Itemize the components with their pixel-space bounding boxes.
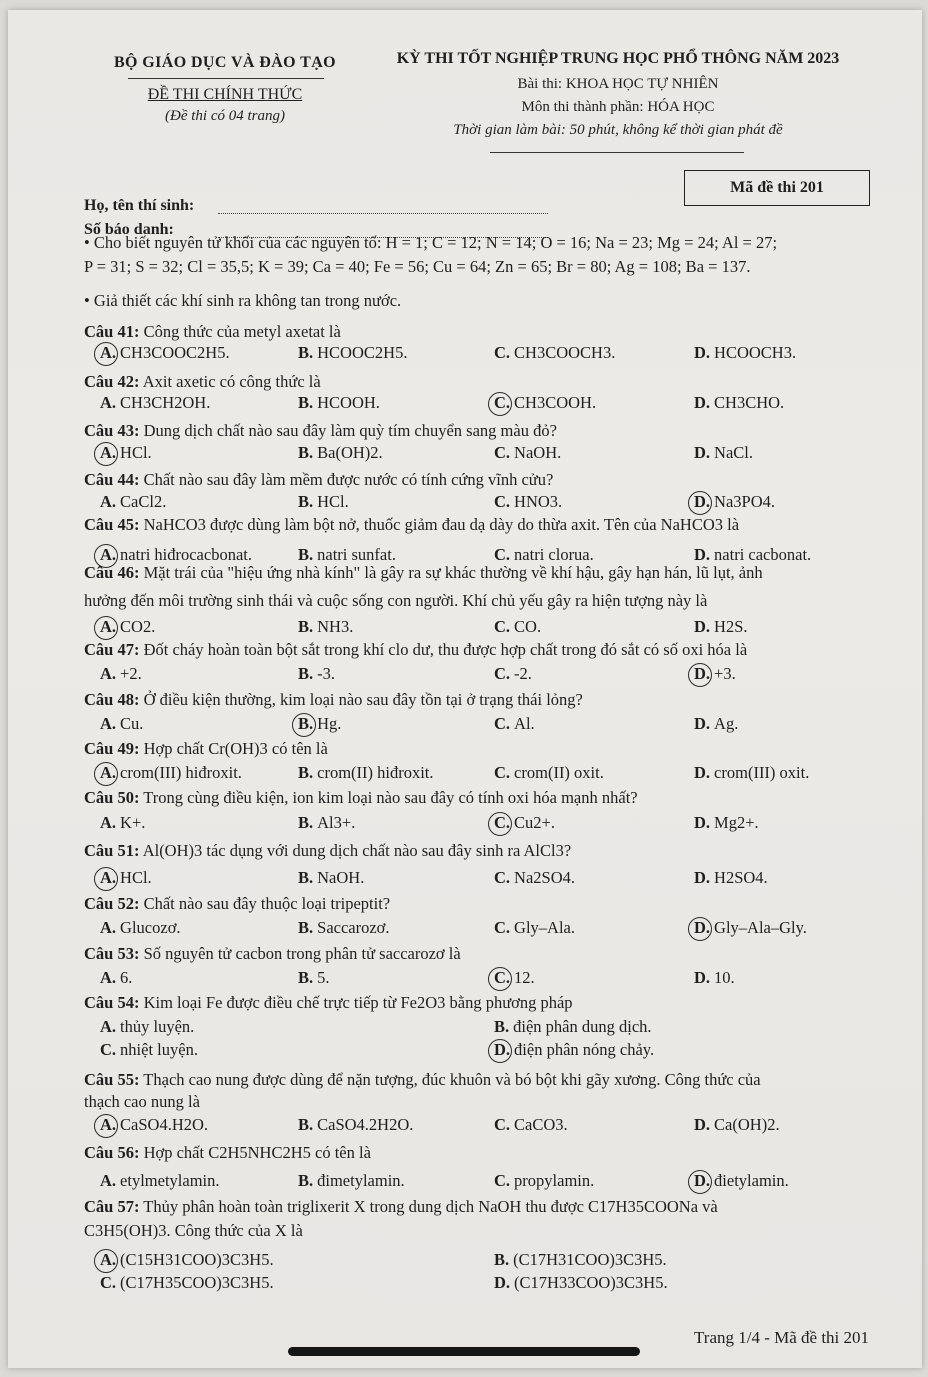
option-text: Ca(OH)2. bbox=[714, 1115, 780, 1134]
answer-option[interactable] bbox=[494, 664, 532, 684]
option-text: -3. bbox=[317, 664, 336, 683]
option-text: Na2SO4. bbox=[514, 868, 576, 887]
header-left bbox=[100, 54, 350, 125]
question-text: Mặt trái của "hiệu ứng nhà kính" là gây ra sự khác thường về khí hậu, gây hạn hán, lũ lụt, ảnh bbox=[143, 563, 763, 582]
answer-option[interactable] bbox=[100, 343, 230, 363]
question-line bbox=[84, 993, 573, 1013]
option-letter: B. bbox=[298, 1115, 314, 1134]
answer-option[interactable] bbox=[494, 443, 561, 463]
answer-option[interactable] bbox=[298, 1171, 405, 1191]
option-letter: A. bbox=[100, 1017, 117, 1036]
answer-option[interactable] bbox=[298, 343, 407, 363]
answer-option[interactable] bbox=[494, 492, 562, 512]
answer-option[interactable] bbox=[494, 1115, 568, 1135]
answer-option[interactable] bbox=[100, 393, 210, 413]
exam-code: Mã đề thi 201 bbox=[730, 179, 824, 196]
option-text: crom(II) hiđroxit. bbox=[317, 763, 434, 782]
option-letter: B. bbox=[298, 443, 314, 462]
question-text: Thủy phân hoàn toàn triglixerit X trong dung dịch NaOH thu được C17H35COONa và bbox=[143, 1197, 718, 1216]
option-letter: C. bbox=[494, 714, 511, 733]
answer-option[interactable] bbox=[494, 617, 541, 637]
question-line bbox=[84, 421, 557, 441]
option-letter: A. bbox=[100, 714, 117, 733]
option-text: đietylamin. bbox=[714, 1171, 789, 1190]
option-letter: C. bbox=[494, 617, 511, 636]
option-letter: C. bbox=[494, 918, 511, 937]
option-letter: B. bbox=[298, 343, 314, 362]
option-text: Al. bbox=[514, 714, 535, 733]
answer-option[interactable] bbox=[298, 393, 380, 413]
question-line bbox=[84, 690, 583, 710]
option-letter: B. bbox=[298, 492, 314, 511]
question-number: Câu 56: bbox=[84, 1143, 140, 1162]
option-letter: B. bbox=[298, 393, 314, 412]
answer-option[interactable] bbox=[100, 1273, 274, 1293]
option-letter: A. bbox=[100, 1115, 117, 1134]
handwritten-answer-circle bbox=[94, 616, 118, 640]
option-text: Gly–Ala. bbox=[514, 918, 575, 937]
option-letter: A. bbox=[100, 545, 117, 564]
question-number: Câu 48: bbox=[84, 690, 140, 709]
answer-option[interactable] bbox=[100, 492, 166, 512]
option-text: crom(II) oxit. bbox=[514, 763, 604, 782]
option-letter: A. bbox=[100, 1171, 117, 1190]
option-text: điện phân nóng chảy. bbox=[514, 1040, 655, 1059]
option-text: Hg. bbox=[317, 714, 342, 733]
answer-option[interactable] bbox=[298, 813, 355, 833]
answer-option[interactable] bbox=[298, 918, 390, 938]
question-text: Chất nào sau đây thuộc loại tripeptit? bbox=[143, 894, 391, 913]
question-number: Câu 52: bbox=[84, 894, 140, 913]
answer-option[interactable] bbox=[694, 545, 811, 565]
candidate-id-label: Số báo danh: bbox=[84, 221, 174, 238]
question-line bbox=[84, 841, 571, 861]
answer-option[interactable] bbox=[694, 714, 738, 734]
answer-option[interactable] bbox=[100, 968, 132, 988]
question-line bbox=[84, 515, 739, 535]
exam-code-box bbox=[684, 170, 870, 206]
question-number: Câu 54: bbox=[84, 993, 140, 1012]
option-letter: A. bbox=[100, 617, 117, 636]
option-text: K+. bbox=[120, 813, 146, 832]
answer-option[interactable] bbox=[100, 1040, 198, 1060]
option-letter: D. bbox=[694, 343, 711, 362]
option-text: CaCl2. bbox=[120, 492, 167, 511]
option-letter: A. bbox=[100, 343, 117, 362]
answer-option[interactable] bbox=[298, 545, 396, 565]
handwritten-answer-circle bbox=[488, 812, 512, 836]
option-letter: C. bbox=[494, 968, 511, 987]
answer-option[interactable] bbox=[298, 664, 335, 684]
answer-option[interactable] bbox=[494, 763, 604, 783]
option-letter: D. bbox=[694, 1115, 711, 1134]
question-number: Câu 49: bbox=[84, 739, 140, 758]
handwritten-answer-circle bbox=[688, 917, 712, 941]
option-text: NH3. bbox=[317, 617, 354, 636]
option-text: CH3COOC2H5. bbox=[120, 343, 230, 362]
question-text-continued: hưởng đến môi trường sinh thái và cuộc sống con người. Khí chủ yếu gây ra hiện tượng này là bbox=[84, 591, 708, 610]
question-line bbox=[84, 563, 763, 583]
option-letter: A. bbox=[100, 868, 117, 887]
handwritten-answer-circle bbox=[488, 392, 512, 416]
exam-title: KỲ THI TỐT NGHIỆP TRUNG HỌC PHỔ THÔNG NĂM 2023 bbox=[396, 50, 840, 67]
answer-option[interactable] bbox=[494, 918, 575, 938]
option-text: CaSO4.2H2O. bbox=[317, 1115, 414, 1134]
option-text: CO. bbox=[514, 617, 542, 636]
option-text: natri clorua. bbox=[514, 545, 594, 564]
answer-option[interactable] bbox=[494, 1040, 654, 1060]
question-line bbox=[84, 944, 461, 964]
note-atomic-mass-1: • Cho biết nguyên tử khối của các nguyên tố: H = 1; C = 12; N = 14; O = 16; Na = 23; Mg = 24; Al = 27; bbox=[84, 233, 778, 252]
option-letter: B. bbox=[298, 968, 314, 987]
handwritten-answer-circle bbox=[688, 491, 712, 515]
question-text: Đốt cháy hoàn toàn bột sắt trong khí clo dư, thu được hợp chất trong đó sắt có số oxi hóa là bbox=[143, 640, 748, 659]
answer-option[interactable] bbox=[494, 545, 594, 565]
option-text: natri hiđrocacbonat. bbox=[120, 545, 252, 564]
question-line bbox=[84, 372, 321, 392]
option-text: HCl. bbox=[120, 868, 152, 887]
option-letter: D. bbox=[494, 1040, 511, 1059]
handwritten-answer-circle bbox=[94, 1249, 118, 1273]
question-text-continued: thạch cao nung là bbox=[84, 1092, 200, 1111]
option-letter: C. bbox=[100, 1273, 117, 1292]
answer-option[interactable] bbox=[494, 714, 535, 734]
option-text: đimetylamin. bbox=[317, 1171, 405, 1190]
option-letter: D. bbox=[694, 1171, 711, 1190]
question-text: Hợp chất C2H5NHC2H5 có tên là bbox=[143, 1143, 371, 1162]
note-gas-assumption: • Giả thiết các khí sinh ra không tan trong nước. bbox=[84, 291, 402, 310]
handwritten-answer-circle bbox=[94, 867, 118, 891]
answer-option[interactable] bbox=[100, 714, 143, 734]
option-text: Al3+. bbox=[317, 813, 356, 832]
option-letter: A. bbox=[100, 918, 117, 937]
option-text: CO2. bbox=[120, 617, 156, 636]
option-text: điện phân dung dịch. bbox=[513, 1017, 652, 1036]
question-line bbox=[84, 1197, 718, 1217]
option-text: etylmetylamin. bbox=[120, 1171, 220, 1190]
answer-option[interactable] bbox=[298, 763, 434, 783]
question-number: Câu 50: bbox=[84, 788, 140, 807]
option-letter: C. bbox=[494, 813, 511, 832]
question-text: Hợp chất Cr(OH)3 có tên là bbox=[143, 739, 328, 758]
option-letter: C. bbox=[494, 1115, 511, 1134]
option-letter: B. bbox=[298, 918, 314, 937]
handwritten-answer-circle bbox=[94, 1114, 118, 1138]
option-letter: C. bbox=[494, 1171, 511, 1190]
handwritten-answer-circle bbox=[688, 1170, 712, 1194]
option-letter: C. bbox=[494, 664, 511, 683]
option-text: crom(III) oxit. bbox=[714, 763, 810, 782]
option-letter: C. bbox=[100, 1040, 117, 1059]
option-text: +2. bbox=[120, 664, 142, 683]
question-text: Công thức của metyl axetat là bbox=[143, 322, 341, 341]
option-text: Cu2+. bbox=[514, 813, 555, 832]
option-letter: D. bbox=[694, 763, 711, 782]
option-letter: B. bbox=[298, 813, 314, 832]
option-text: Mg2+. bbox=[714, 813, 759, 832]
option-letter: A. bbox=[100, 763, 117, 782]
option-letter: C. bbox=[494, 545, 511, 564]
answer-option[interactable] bbox=[694, 443, 753, 463]
answer-option[interactable] bbox=[298, 1115, 413, 1135]
option-text: 10. bbox=[714, 968, 735, 987]
exam-time: Thời gian làm bài: 50 phút, không kể thời gian phát đề bbox=[453, 122, 783, 138]
option-text: H2SO4. bbox=[714, 868, 768, 887]
option-letter: D. bbox=[694, 664, 711, 683]
answer-option[interactable] bbox=[494, 343, 615, 363]
option-letter: D. bbox=[694, 918, 711, 937]
question-number: Câu 44: bbox=[84, 470, 140, 489]
answer-option[interactable] bbox=[494, 1273, 668, 1293]
option-text: 6. bbox=[120, 968, 133, 987]
option-text: NaOH. bbox=[514, 443, 562, 462]
option-text: nhiệt luyện. bbox=[120, 1040, 198, 1059]
ministry-name: BỘ GIÁO DỤC VÀ ĐÀO TẠO bbox=[113, 54, 336, 71]
question-line bbox=[84, 322, 341, 342]
answer-option[interactable] bbox=[694, 763, 809, 783]
question-text: Axit axetic có công thức là bbox=[142, 372, 321, 391]
option-letter: B. bbox=[298, 617, 314, 636]
option-letter: D. bbox=[694, 968, 711, 987]
option-letter: A. bbox=[100, 968, 117, 987]
exam-subject bbox=[378, 76, 858, 93]
handwritten-answer-circle bbox=[94, 442, 118, 466]
home-indicator-bar bbox=[288, 1347, 640, 1356]
option-text: (C17H31COO)3C3H5. bbox=[513, 1250, 667, 1269]
option-letter: D. bbox=[694, 492, 711, 511]
answer-option[interactable] bbox=[494, 1250, 667, 1270]
option-text: -2. bbox=[514, 664, 532, 683]
option-text: NaCl. bbox=[714, 443, 754, 462]
option-text: natri cacbonat. bbox=[714, 545, 812, 564]
option-text: +3. bbox=[714, 664, 736, 683]
question-text: Ở điều kiện thường, kim loại nào sau đây tồn tại ở trạng thái lỏng? bbox=[143, 690, 583, 709]
option-text: CaCO3. bbox=[514, 1115, 568, 1134]
option-text: CH3COOCH3. bbox=[514, 343, 616, 362]
question-number: Câu 53: bbox=[84, 944, 140, 963]
answer-option[interactable] bbox=[494, 1171, 594, 1191]
option-text: crom(III) hiđroxit. bbox=[120, 763, 242, 782]
handwritten-answer-circle bbox=[94, 342, 118, 366]
header-right bbox=[378, 50, 858, 139]
answer-option[interactable] bbox=[298, 868, 364, 888]
page-footer: Trang 1/4 - Mã đề thi 201 bbox=[694, 1328, 870, 1347]
option-letter: C. bbox=[494, 343, 511, 362]
option-text: CH3COOH. bbox=[514, 393, 597, 412]
answer-option[interactable] bbox=[694, 813, 759, 833]
option-text: 12. bbox=[514, 968, 535, 987]
question-line bbox=[84, 470, 553, 490]
option-letter: C. bbox=[494, 443, 511, 462]
exam-component: Môn thi thành phần: HÓA HỌC bbox=[521, 99, 715, 115]
handwritten-answer-circle bbox=[94, 762, 118, 786]
answer-option[interactable] bbox=[100, 813, 145, 833]
question-line bbox=[84, 640, 747, 660]
option-text: (C15H31COO)3C3H5. bbox=[120, 1250, 274, 1269]
answer-option[interactable] bbox=[100, 664, 142, 684]
question-line bbox=[84, 1143, 371, 1163]
official-label: ĐỀ THI CHÍNH THỨC bbox=[147, 86, 303, 103]
option-text: CH3CH2OH. bbox=[120, 393, 211, 412]
answer-option[interactable] bbox=[100, 545, 252, 565]
option-letter: D. bbox=[694, 443, 711, 462]
question-line bbox=[84, 1070, 761, 1090]
answer-option[interactable] bbox=[100, 763, 242, 783]
question-number: Câu 42: bbox=[84, 372, 140, 391]
handwritten-answer-circle bbox=[292, 713, 316, 737]
answer-option[interactable] bbox=[494, 1017, 652, 1037]
option-letter: C. bbox=[494, 393, 511, 412]
option-text: CH3CHO. bbox=[714, 393, 785, 412]
question-text: Số nguyên tử cacbon trong phân tử saccarozơ là bbox=[143, 944, 461, 963]
option-letter: C. bbox=[494, 492, 511, 511]
option-text: 5. bbox=[317, 968, 330, 987]
question-text: Kim loại Fe được điều chế trực tiếp từ Fe2O3 bằng phương pháp bbox=[143, 993, 573, 1012]
option-text: HNO3. bbox=[514, 492, 563, 511]
handwritten-answer-circle bbox=[488, 967, 512, 991]
option-letter: D. bbox=[694, 714, 711, 733]
answer-option[interactable] bbox=[494, 868, 575, 888]
option-letter: D. bbox=[694, 868, 711, 887]
option-letter: A. bbox=[100, 492, 117, 511]
note-atomic-mass-2: P = 31; S = 32; Cl = 35,5; K = 39; Ca = 40; Fe = 56; Cu = 64; Zn = 65; Br = 80; Ag = 108; Ba = 137. bbox=[84, 257, 751, 276]
option-letter: C. bbox=[494, 868, 511, 887]
option-text: HCOOCH3. bbox=[714, 343, 797, 362]
question-number: Câu 41: bbox=[84, 322, 140, 341]
option-letter: B. bbox=[298, 763, 314, 782]
option-letter: C. bbox=[494, 763, 511, 782]
question-text-continued: C3H5(OH)3. Công thức của X là bbox=[84, 1221, 303, 1240]
option-letter: A. bbox=[100, 664, 117, 683]
answer-option[interactable] bbox=[298, 492, 349, 512]
option-text: HCl. bbox=[317, 492, 349, 511]
handwritten-answer-circle bbox=[488, 1039, 512, 1063]
question-number: Câu 46: bbox=[84, 563, 140, 582]
question-number: Câu 45: bbox=[84, 515, 140, 534]
option-text: thủy luyện. bbox=[120, 1017, 195, 1036]
answer-option[interactable] bbox=[100, 1250, 274, 1270]
option-text: HCOOC2H5. bbox=[317, 343, 408, 362]
option-text: Ag. bbox=[714, 714, 739, 733]
answer-option[interactable] bbox=[298, 443, 383, 463]
answer-option[interactable] bbox=[694, 343, 796, 363]
answer-option[interactable] bbox=[694, 968, 735, 988]
option-letter: A. bbox=[100, 1250, 117, 1269]
exam-subject-text: Bài thi: KHOA HỌC TỰ NHIÊN bbox=[517, 76, 719, 92]
question-text: Chất nào sau đây làm mềm được nước có tính cứng vĩnh cửu? bbox=[143, 470, 554, 489]
option-text: Ba(OH)2. bbox=[317, 443, 383, 462]
answer-option[interactable] bbox=[100, 1017, 194, 1037]
option-text: Gly–Ala–Gly. bbox=[714, 918, 807, 937]
option-letter: B. bbox=[298, 714, 314, 733]
option-letter: B. bbox=[298, 868, 314, 887]
option-text: Glucozơ. bbox=[120, 918, 181, 937]
question-text: NaHCO3 được dùng làm bột nở, thuốc giảm đau dạ dày do thừa axit. Tên của NaHCO3 là bbox=[143, 515, 740, 534]
answer-option[interactable] bbox=[694, 393, 784, 413]
answer-option[interactable] bbox=[100, 918, 181, 938]
candidate-name-line[interactable] bbox=[218, 213, 548, 214]
question-text: Trong cùng điều kiện, ion kim loại nào sau đây có tính oxi hóa mạnh nhất? bbox=[143, 788, 638, 807]
option-text: CaSO4.H2O. bbox=[120, 1115, 209, 1134]
option-text: HCl. bbox=[120, 443, 152, 462]
option-text: NaOH. bbox=[317, 868, 365, 887]
option-letter: A. bbox=[100, 393, 117, 412]
question-text: Al(OH)3 tác dụng với dung dịch chất nào sau đây sinh ra AlCl3? bbox=[142, 841, 572, 860]
option-letter: B. bbox=[494, 1250, 510, 1269]
candidate-name-label: Họ, tên thí sinh: bbox=[84, 197, 195, 214]
question-number: Câu 55: bbox=[84, 1070, 140, 1089]
answer-option[interactable] bbox=[694, 1115, 780, 1135]
title-underline bbox=[490, 152, 744, 153]
ministry-underline bbox=[128, 78, 324, 79]
option-text: Cu. bbox=[120, 714, 144, 733]
question-number: Câu 51: bbox=[84, 841, 140, 860]
answer-option[interactable] bbox=[298, 617, 353, 637]
question-text: Dung dịch chất nào sau đây làm quỳ tím chuyển sang màu đỏ? bbox=[143, 421, 557, 440]
question-number: Câu 43: bbox=[84, 421, 140, 440]
option-letter: D. bbox=[694, 393, 711, 412]
option-letter: B. bbox=[298, 664, 314, 683]
option-letter: D. bbox=[694, 813, 711, 832]
question-text: Thạch cao nung được dùng để nặn tượng, đúc khuôn và bó bột khi gãy xương. Công thức của bbox=[143, 1070, 761, 1089]
option-text: HCOOH. bbox=[317, 393, 380, 412]
question-number: Câu 57: bbox=[84, 1197, 140, 1216]
option-text: Na3PO4. bbox=[714, 492, 776, 511]
answer-option[interactable] bbox=[694, 868, 768, 888]
page-count-note: (Đề thi có 04 trang) bbox=[165, 108, 285, 124]
handwritten-answer-circle bbox=[688, 663, 712, 687]
option-letter: A. bbox=[100, 443, 117, 462]
question-number: Câu 47: bbox=[84, 640, 140, 659]
option-letter: D. bbox=[694, 617, 711, 636]
option-text: (C17H33COO)3C3H5. bbox=[514, 1273, 668, 1292]
question-line bbox=[84, 894, 390, 914]
answer-option[interactable] bbox=[298, 968, 330, 988]
option-letter: D. bbox=[494, 1273, 511, 1292]
option-text: (C17H35COO)3C3H5. bbox=[120, 1273, 274, 1292]
option-text: Saccarozơ. bbox=[317, 918, 390, 937]
option-letter: B. bbox=[494, 1017, 510, 1036]
answer-option[interactable] bbox=[100, 1171, 219, 1191]
answer-option[interactable] bbox=[694, 617, 748, 637]
question-line bbox=[84, 739, 328, 759]
option-text: H2S. bbox=[714, 617, 748, 636]
option-letter: B. bbox=[298, 545, 314, 564]
option-letter: A. bbox=[100, 813, 117, 832]
option-text: propylamin. bbox=[514, 1171, 595, 1190]
option-letter: D. bbox=[694, 545, 711, 564]
question-line bbox=[84, 788, 638, 808]
option-text: natri sunfat. bbox=[317, 545, 396, 564]
option-letter: B. bbox=[298, 1171, 314, 1190]
